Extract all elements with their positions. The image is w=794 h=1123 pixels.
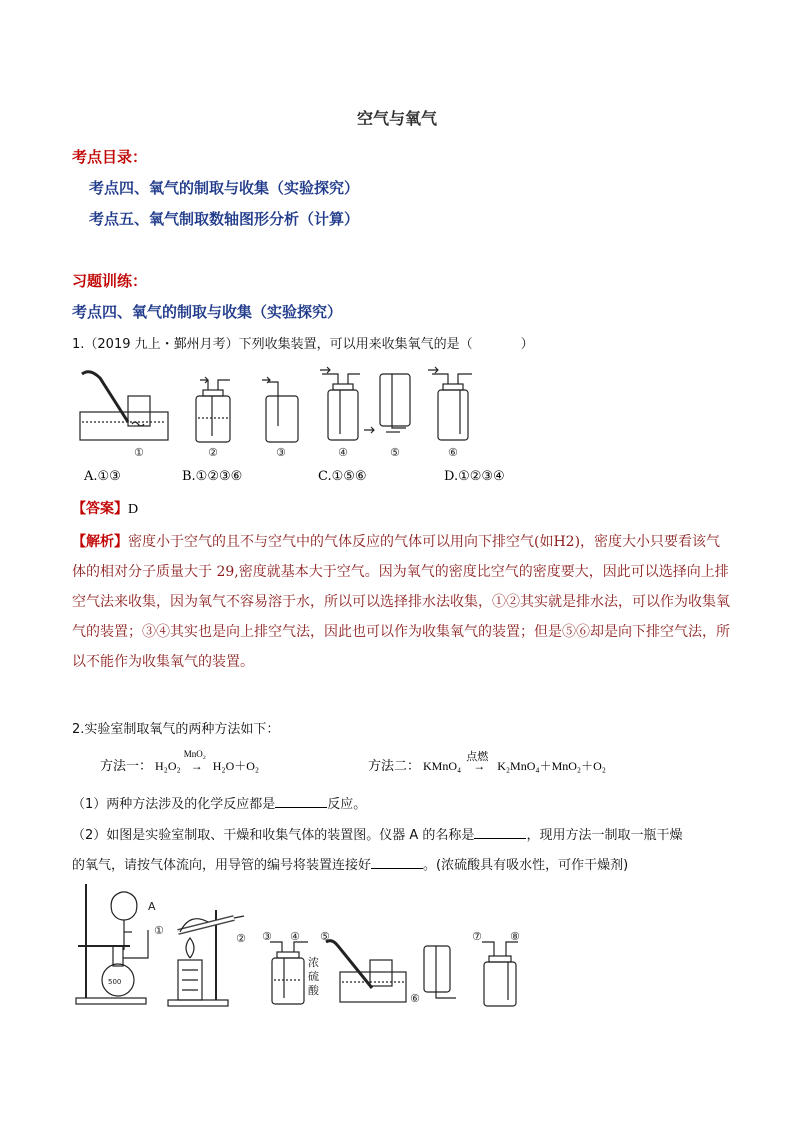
method-2-products: K₂MnO₄＋MnO₂＋O₂	[497, 759, 606, 773]
method-1-reactant: H₂O₂	[155, 759, 181, 773]
toc-item: 考点五、氧气制取数轴图形分析（计算）	[89, 210, 360, 228]
svg-text:500: 500	[108, 978, 122, 986]
method-1-products: H₂O＋O₂	[212, 759, 260, 773]
sub-2-text-b: ，现用方法一制取一瓶干燥	[526, 828, 683, 843]
apparatus-3-inverted-bottle	[262, 377, 298, 442]
question-1-stem-end: ）	[520, 337, 534, 352]
apparatus-heated-tube	[168, 910, 244, 1006]
apparatus-6-gas-bottle	[428, 367, 472, 440]
figure-2-label: ②	[236, 932, 246, 945]
figure-2-label: ⑦	[472, 930, 482, 943]
sub-1-blank[interactable]	[275, 795, 327, 808]
acid-label: 浓	[308, 956, 319, 969]
toc-item: 考点四、氧气的制取与收集（实验探究）	[89, 179, 360, 197]
sub-2-text-c: 的氧气，请按气体流向，用导管的编号将装置连接好	[72, 858, 372, 873]
practice-heading: 习题训练：	[72, 272, 148, 290]
analysis-block	[72, 527, 732, 677]
sub-2-text-d: 。(浓硫酸具有吸水性，可作干燥剂)	[423, 858, 629, 873]
figure-2-label: ④	[290, 930, 300, 943]
question-1-stem-text: 1.（2019 九上・鄞州月考）下列收集装置，可以用来收集氧气的是（	[72, 337, 473, 352]
question-2-stem: 2.实验室制取氧气的两种方法如下：	[72, 722, 280, 737]
section-heading: 考点四、氧气的制取与收集（实验探究）	[72, 303, 343, 321]
apparatus-4-gas-bottle	[320, 367, 360, 440]
apparatus-inverted-bottle	[424, 946, 456, 998]
question-2-sub-2-line-2	[72, 854, 752, 873]
choice-a: A.①③	[84, 469, 121, 484]
answer-value: D	[128, 502, 139, 517]
sub-1-text-a: （1）两种方法涉及的化学反应都是	[72, 797, 276, 812]
figure-2-label: ⑤	[320, 930, 330, 943]
apparatus-water-trough	[326, 941, 406, 1002]
apparatus-flask-stand	[76, 884, 148, 1004]
question-1-figure	[72, 360, 532, 462]
apparatus-collection-bottle	[482, 942, 518, 1006]
page-title: 空气与氧气	[356, 109, 437, 128]
figure-2-label: ①	[154, 924, 164, 937]
choice-d: D.①②③④	[444, 469, 505, 484]
figure-2-label: ③	[262, 930, 272, 943]
figure-1-label: ②	[208, 446, 218, 459]
method-2	[368, 751, 606, 774]
choice-c: C.①⑤⑥	[318, 469, 367, 484]
sub-2-blank-instrument[interactable]	[474, 826, 526, 839]
toc-heading: 考点目录：	[72, 148, 148, 166]
figure-2-label-a: A	[148, 900, 156, 913]
apparatus-2-gas-bottle	[196, 377, 230, 442]
method-1-catalyst: MnO₂	[183, 749, 206, 759]
acid-label: 硫	[308, 970, 319, 983]
method-1-label: 方法一：	[100, 758, 153, 773]
figure-1-label: ④	[338, 446, 348, 459]
question-1-stem	[72, 333, 534, 352]
answer-label: 【答案】	[72, 501, 128, 517]
analysis-text: 密度小于空气的且不与空气中的气体反应的气体可以用向下排空气(如H2)，密度大小只要看该气体的相对分子质量大于 29,密度就基本大于空气。因为氧气的密度比空气的密度要大，因此可以选择向上排空气法来收集，因为氧气不容易溶于水，所以可以选择排水法收集，①②其实就是排水法，可以作为收集氧气的装置；③④其实也是向上排空气法，因此也可以作为收集氧气的装置；但是⑤⑥却是向下排空气法，所以不能作为收集氧气的装置。	[72, 534, 730, 670]
apparatus-5-inverted-bottle	[364, 374, 410, 433]
method-1-arrow: MnO₂ →	[183, 749, 206, 773]
sub-2-blank-connection[interactable]	[371, 856, 423, 869]
apparatus-1-water-trough	[80, 372, 168, 440]
question-2-sub-1	[72, 793, 366, 812]
acid-label: 酸	[308, 984, 319, 997]
figure-1-label: ①	[134, 446, 144, 459]
figure-1-label: ⑥	[448, 446, 458, 459]
method-2-label: 方法二：	[368, 758, 421, 773]
method-1	[100, 749, 260, 774]
sub-1-text-b: 反应。	[327, 797, 367, 812]
method-2-arrow: 点燃 →	[464, 759, 494, 774]
choice-b: B.①②③⑥	[182, 469, 243, 484]
answer-line	[72, 498, 138, 518]
sub-2-text-a: （2）如图是实验室制取、干燥和收集气体的装置图。仪器 A 的名称是	[72, 828, 475, 843]
figure-1-label: ③	[276, 446, 286, 459]
question-2-figure	[72, 880, 532, 1010]
question-2-sub-2-line-1	[72, 824, 752, 843]
figure-2-label: ⑥	[410, 992, 420, 1005]
method-2-condition: 点燃	[466, 751, 489, 763]
analysis-label: 【解析】	[72, 534, 128, 550]
figure-1-label: ⑤	[390, 446, 400, 459]
figure-2-label: ⑧	[510, 930, 520, 943]
apparatus-drying-bottle	[270, 942, 308, 1004]
method-2-reactant: KMnO₄	[423, 759, 462, 773]
